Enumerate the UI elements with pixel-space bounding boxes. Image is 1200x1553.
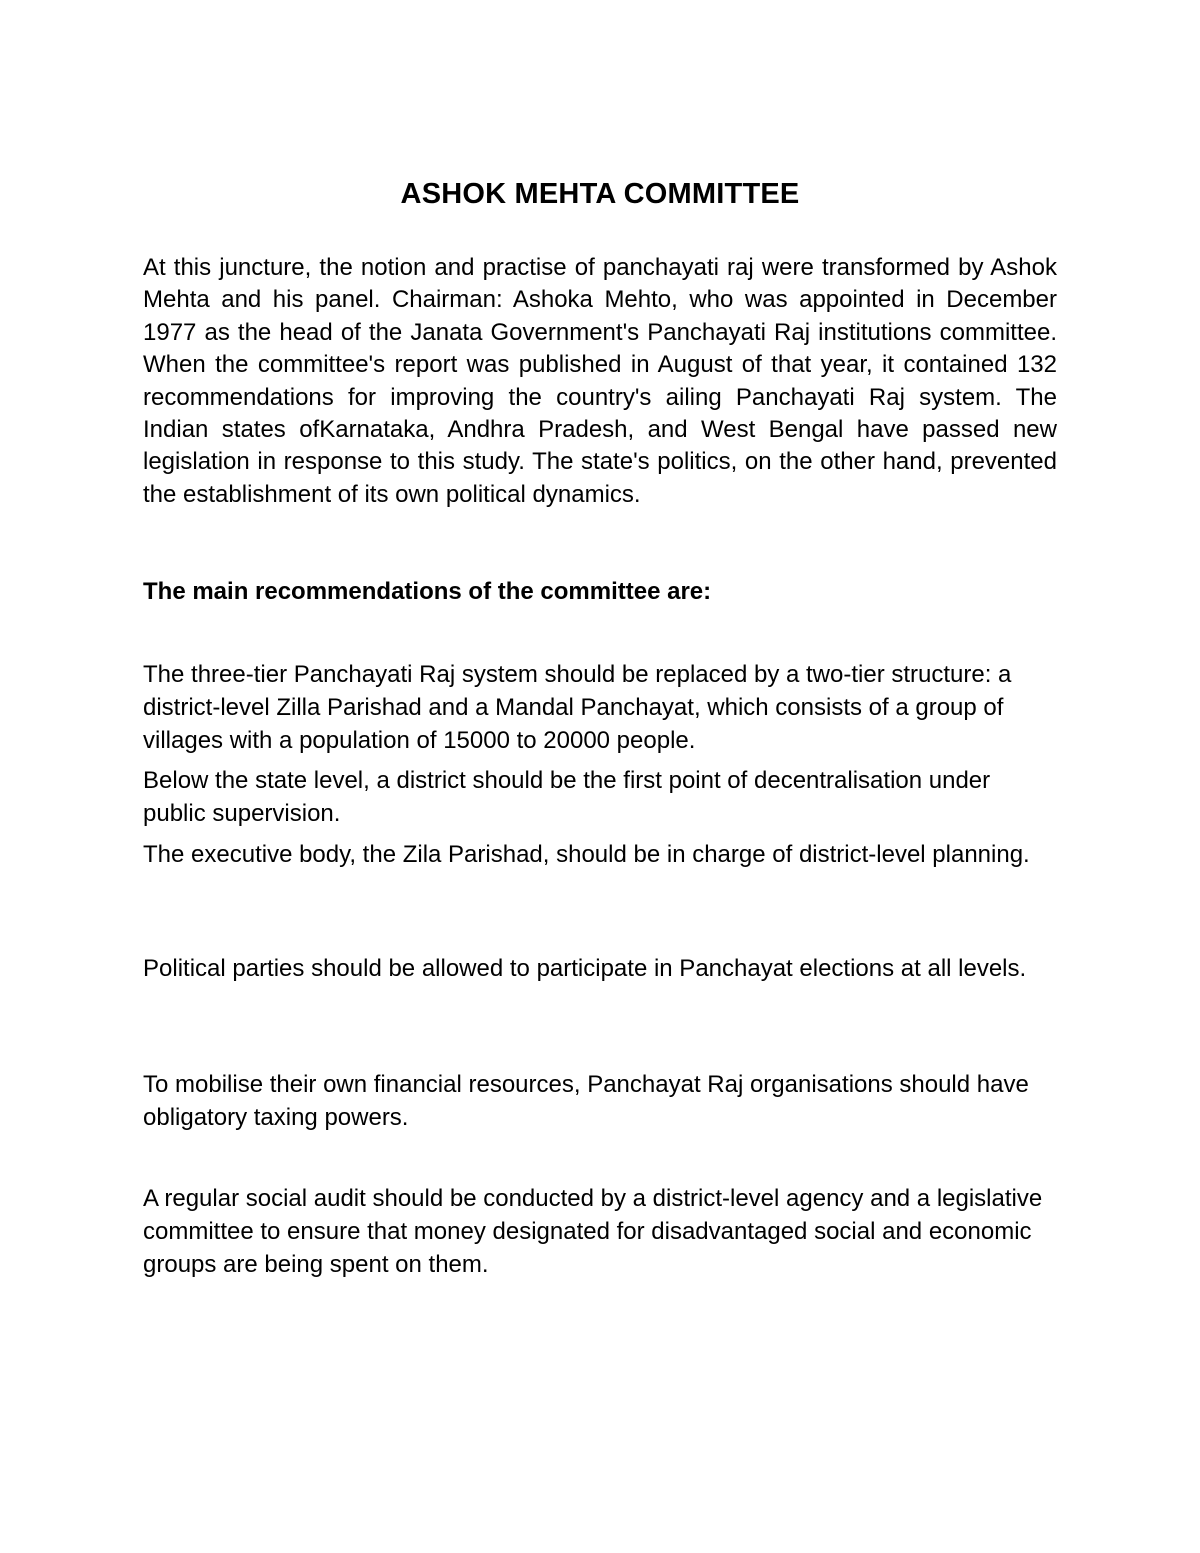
recommendations-heading: The main recommendations of the committee are:	[143, 578, 712, 605]
recommendation-paragraph: A regular social audit should be conducted by a district-level agency and a legislative committee to ensure that money designated for disadvantaged social and economic groups are being spent on them.	[143, 1185, 1043, 1278]
document-title: ASHOK MEHTA COMMITTEE	[400, 178, 800, 210]
recommendation-paragraph: Below the state level, a district should be the first point of decentralisation under public supervision.	[143, 767, 991, 827]
intro-paragraph: At this juncture, the notion and practise of panchayati raj were transformed by Ashok Mehta and his panel. Chairman: Ashoka Mehto, who was appointed in December 1977 as the head of the Janata Government's Panchayati Raj institutions committee. When the committee's report was published in August of that year, it contained 132 recommendations for improving the country's ailing Panchayati Raj system. The Indian states ofKarnataka, Andhra Pradesh, and West Bengal have passed new legislation in response to this study. The state's politics, on the other hand, prevented the establishment of its own political dynamics.	[143, 254, 1057, 508]
recommendation-paragraph: Political parties should be allowed to participate in Panchayat elections at all levels.	[143, 955, 1027, 982]
recommendation-paragraph: The three-tier Panchayati Raj system should be replaced by a two-tier structure: a district-level Zilla Parishad and a Mandal Panchayat, which consists of a group of villages with a population of 15000 to 20000 people.	[143, 661, 1012, 754]
recommendation-paragraph: To mobilise their own financial resources, Panchayat Raj organisations should have obligatory taxing powers.	[143, 1071, 1029, 1131]
recommendation-paragraph: The executive body, the Zila Parishad, should be in charge of district-level planning.	[143, 841, 1030, 868]
